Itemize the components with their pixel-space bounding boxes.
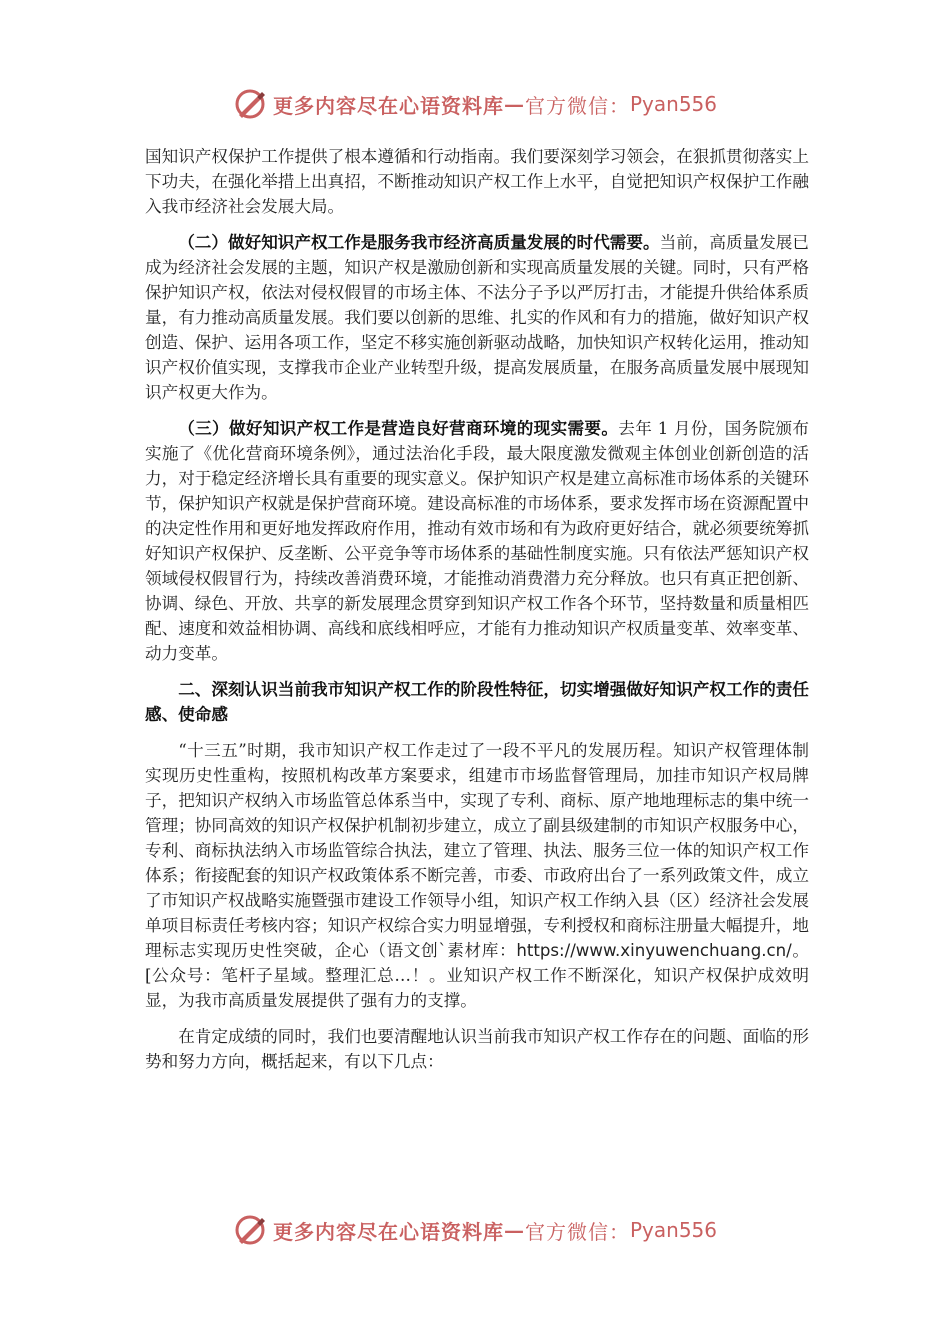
paragraph-2 bbox=[145, 230, 809, 405]
section-heading-text: 二、深刻认识当前我市知识产权工作的阶段性特征，切实增强做好知识产权工作的责任感、使命感 bbox=[145, 679, 809, 724]
paragraph-3 bbox=[145, 416, 809, 666]
paragraph-2-body: 当前，高质量发展已成为经济社会发展的主题，知识产权是激励创新和实现高质量发展的关键。同时，只有严格保护知识产权，依法对侵权假冒的市场主体、不法分子予以严厉打击，才能提升供给体系质量，有力推动高质量发展。我们要以创新的思维、扎实的作风和有力的措施，做好知识产权创造、保护、运用各项工作，坚定不移实施创新驱动战略，加快知识产权转化运用，推动知识产权价值实现，支撑我市企业产业转型升级，提高发展质量，在服务高质量发展中展现知识产权更大作为。 bbox=[145, 233, 810, 402]
banner-title: 更多内容尽在心语资料库 bbox=[272, 1219, 504, 1244]
banner-wechat-label: 官方微信： bbox=[524, 1219, 630, 1244]
paragraph-1: 国知识产权保护工作提供了根本遵循和行动指南。我们要深刻学习领会，在狠抓贯彻落实上下功夫，在强化举措上出真招，不断推动知识产权工作上水平，自觉把知识产权保护工作融入我市经济社会发展大局。 bbox=[145, 147, 809, 216]
pen-logo-icon bbox=[233, 87, 267, 121]
banner-wechat-id: Pyan556 bbox=[629, 92, 717, 116]
paragraph-2-heading: （二）做好知识产权工作是服务我市经济高质量发展的时代需要。 bbox=[178, 232, 660, 252]
paragraph-5 bbox=[145, 738, 809, 1013]
banner-wechat-label: 官方微信： bbox=[524, 93, 630, 118]
paragraph-3-heading: （三）做好知识产权工作是营造良好营商环境的现实需要。 bbox=[178, 418, 619, 438]
footer-banner bbox=[0, 1210, 950, 1250]
source-url: https://www.xinyuwenchuang.cn/ bbox=[516, 941, 792, 960]
banner-dash: — bbox=[503, 1218, 525, 1242]
paragraph-3-body: 去年 1 月份，国务院颁布实施了《优化营商环境条例》，通过法治化手段，最大限度激发微观主体创业创新创造的活力，对于稳定经济增长具有重要的现实意义。保护知识产权是建立高标准市场体系的关键环节，保护知识产权就是保护营商环境。建设高标准的市场体系，要求发挥市场在资源配置中的决定性作用和更好地发挥政府作用，推动有效市场和有为政府更好结合，就必须要统筹抓好知识产权保护、反垄断、公平竞争等市场体系的基础性制度实施。只有依法严惩知识产权领域侵权假冒行为，持续改善消费环境，才能推动消费潜力充分释放。也只有真正把创新、协调、绿色、开放、共享的新发展理念贯穿到知识产权工作各个环节，坚持数量和质量相匹配、速度和效益相协调、高线和底线相呼应，才能有力推动知识产权质量变革、效率变革、动力变革。 bbox=[145, 419, 810, 663]
banner-title: 更多内容尽在心语资料库 bbox=[272, 93, 504, 118]
section-heading bbox=[145, 677, 809, 727]
banner-wechat-id: Pyan556 bbox=[629, 1218, 717, 1242]
paragraph-5-text-a: “十三五”时期，我市知识产权工作走过了一段不平凡的发展历程。知识产权管理体制实现历史性重构，按照机构改革方案要求，组建市市场监督管理局，加挂市知识产权局牌子，把知识产权纳入市场监管总体系当中，实现了专利、商标、原产地地理标志的集中统一管理；协同高效的知识产权保护机制初步建立，成立了副县级建制的市知识产权服务中心，专利、商标执法纳入市场监管综合执法，建立了管理、执法、服务三位一体的知识产权工作体系；衔接配套的知识产权政策体系不断完善，市委、市政府出台了一系列政策文件，成立了市知识产权战略实施暨强市建设工作领导小组，知识产权工作纳入县（区）经济社会发展单项目标责任考核内容；知识产权综合实力明显增强，专利授权和商标注册量大幅提升，地理标志实现历史性突破，企心（语文创`素材库： bbox=[145, 741, 809, 960]
paragraph-5-text-b: 。[公众号：笔杆子星域。整理汇总…！。业知识产权工作不断深化，知识产权保护成效明显，为我市高质量发展提供了强有力的支撑。 bbox=[145, 941, 810, 1010]
header-banner bbox=[0, 84, 950, 124]
document-body bbox=[145, 144, 809, 1085]
banner-dash: — bbox=[503, 92, 525, 116]
pen-logo-icon bbox=[233, 1213, 267, 1247]
paragraph-6: 在肯定成绩的同时，我们也要清醒地认识当前我市知识产权工作存在的问题、面临的形势和努力方向，概括起来，有以下几点： bbox=[145, 1027, 809, 1071]
